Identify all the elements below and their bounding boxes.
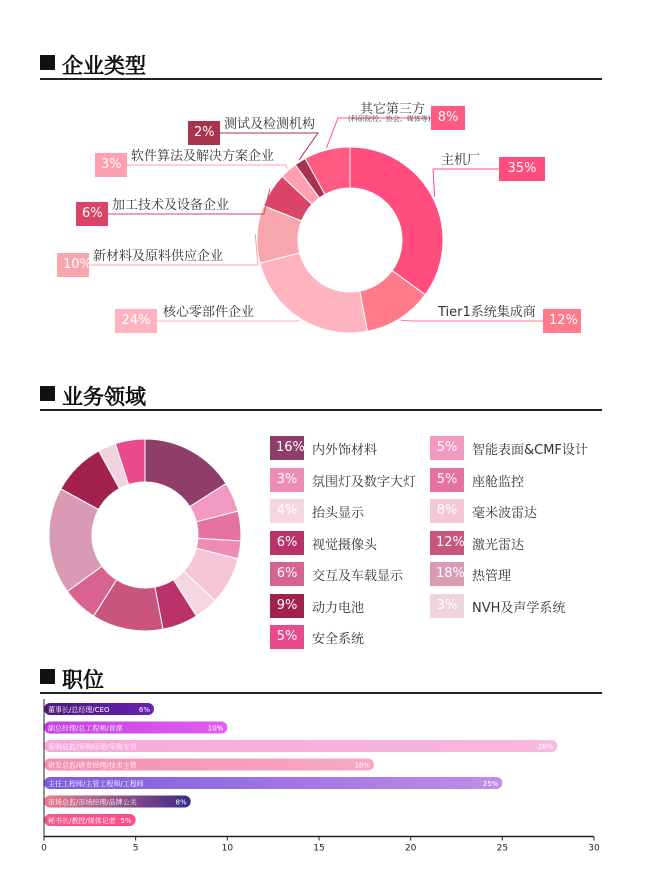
position-bar-category-label: 主任工程师/主管工程师/工程师 [48,780,144,788]
section-title: 职位 [62,668,104,692]
business-legend-label: 动力电池 [312,600,365,616]
position-x-tick-label: 5 [132,843,139,854]
business-legend-badge: 9% [270,594,304,618]
enterprise-slice-label: 新材料及原料供应企业 [93,249,224,264]
business-legend-label: 抬头显示 [312,506,365,521]
enterprise-slice-label: 测试及检测机构 [224,117,316,132]
position-bar-value-label: 25% [482,780,499,788]
enterprise-percent-badge: 6% [76,202,108,226]
position-bar-value-label: 5% [120,817,132,825]
position-x-tick-label: 10 [221,843,234,854]
business-legend-label: 智能表面&CMF设计 [472,443,588,458]
enterprise-leader-line-0 [433,169,499,197]
business-legend-badge: 18% [430,562,464,586]
business-legend-badge: 5% [430,468,464,492]
position-bar-category-label: 研发总监/研发经理/技术主管 [48,761,137,770]
enterprise-slice-0 [350,147,443,295]
position-bar-value-label: 28% [537,743,554,751]
business-legend-badge: 6% [270,562,304,586]
business-legend-label: 毫米波雷达 [472,506,538,521]
business-legend-badge: 6% [270,531,304,555]
business-legend-badge: 12% [430,531,464,555]
business-legend-badge: 5% [270,625,304,649]
section-rule [40,692,602,694]
business-legend-label: 安全系统 [312,632,365,647]
header-square-icon [40,386,55,401]
position-x-tick-label: 25 [496,843,509,854]
enterprise-slice-label: 核心零部件企业 [163,305,255,320]
business-legend-badge: 5% [430,436,464,460]
position-bar-category-label: 副总经理/总工程师/首席 [48,724,123,733]
header-square-icon [40,669,55,684]
section-title: 企业类型 [62,54,146,78]
business-legend-label: 座舱监控 [472,474,525,490]
enterprise-percent-badge: 35% [499,157,545,181]
position-x-tick-label: 15 [313,843,325,854]
business-legend-badge: 3% [430,594,464,618]
position-bar-value-label: 10% [207,724,224,733]
business-legend-label: 热管理 [472,569,512,584]
enterprise-percent-badge: 12% [543,309,581,333]
business-legend-label: 激光雷达 [472,537,525,553]
enterprise-percent-badge: 8% [431,106,465,130]
position-x-tick-label: 20 [404,843,417,854]
business-legend-badge: 8% [430,499,464,523]
enterprise-slice-note: (科研院校、协会、媒体等) [348,115,431,123]
business-legend-label: 交互及车载显示 [312,569,404,584]
business-legend-badge: 4% [270,499,304,523]
position-bar-value-label: 6% [138,706,150,714]
position-bar-chart [0,695,660,855]
enterprise-leader-line-2 [157,320,299,321]
business-legend-badge: 16% [270,436,304,460]
enterprise-slice-label: 加工技术及设备企业 [112,198,230,213]
position-bar-category-label: 市场总监/市场经理/品牌公关 [48,798,137,807]
enterprise-percent-badge: 2% [188,121,220,145]
enterprise-leader-line-1 [401,320,543,321]
position-bar-value-label: 18% [354,761,370,770]
enterprise-slice-label: 其它第三方 [360,102,426,117]
enterprise-percent-badge: 10% [57,253,89,277]
position-bar-value-label: 8% [175,798,187,807]
business-legend-label: 内外饰材料 [312,443,378,458]
section-rule [40,409,602,411]
enterprise-percent-badge: 3% [95,153,127,177]
position-bar-category-label: 秘书长/教授/媒体记者 [48,817,116,825]
enterprise-slice-label: 软件算法及解决方案企业 [131,149,275,164]
business-legend-label: 氛围灯及数字大灯 [312,474,417,490]
enterprise-slice-label: 主机厂 [441,153,481,168]
section-title: 业务领域 [62,385,146,409]
enterprise-leader-line-5 [127,165,287,169]
business-legend-label: NVH及声学系统 [472,600,566,616]
business-legend-badge: 3% [270,468,304,492]
position-x-tick-label: 0 [41,843,47,854]
position-bar-category-label: 董事长/总经理/CEO [48,706,110,714]
position-x-tick-label: 30 [588,843,600,854]
enterprise-percent-badge: 24% [115,309,157,333]
business-domain-donut-chart [40,430,250,640]
position-bar-category-label: 采购总监/采购经理/采购专员 [48,743,137,751]
business-legend-label: 视觉摄像头 [312,537,378,553]
enterprise-slice-label: Tier1系统集成商 [438,305,536,320]
